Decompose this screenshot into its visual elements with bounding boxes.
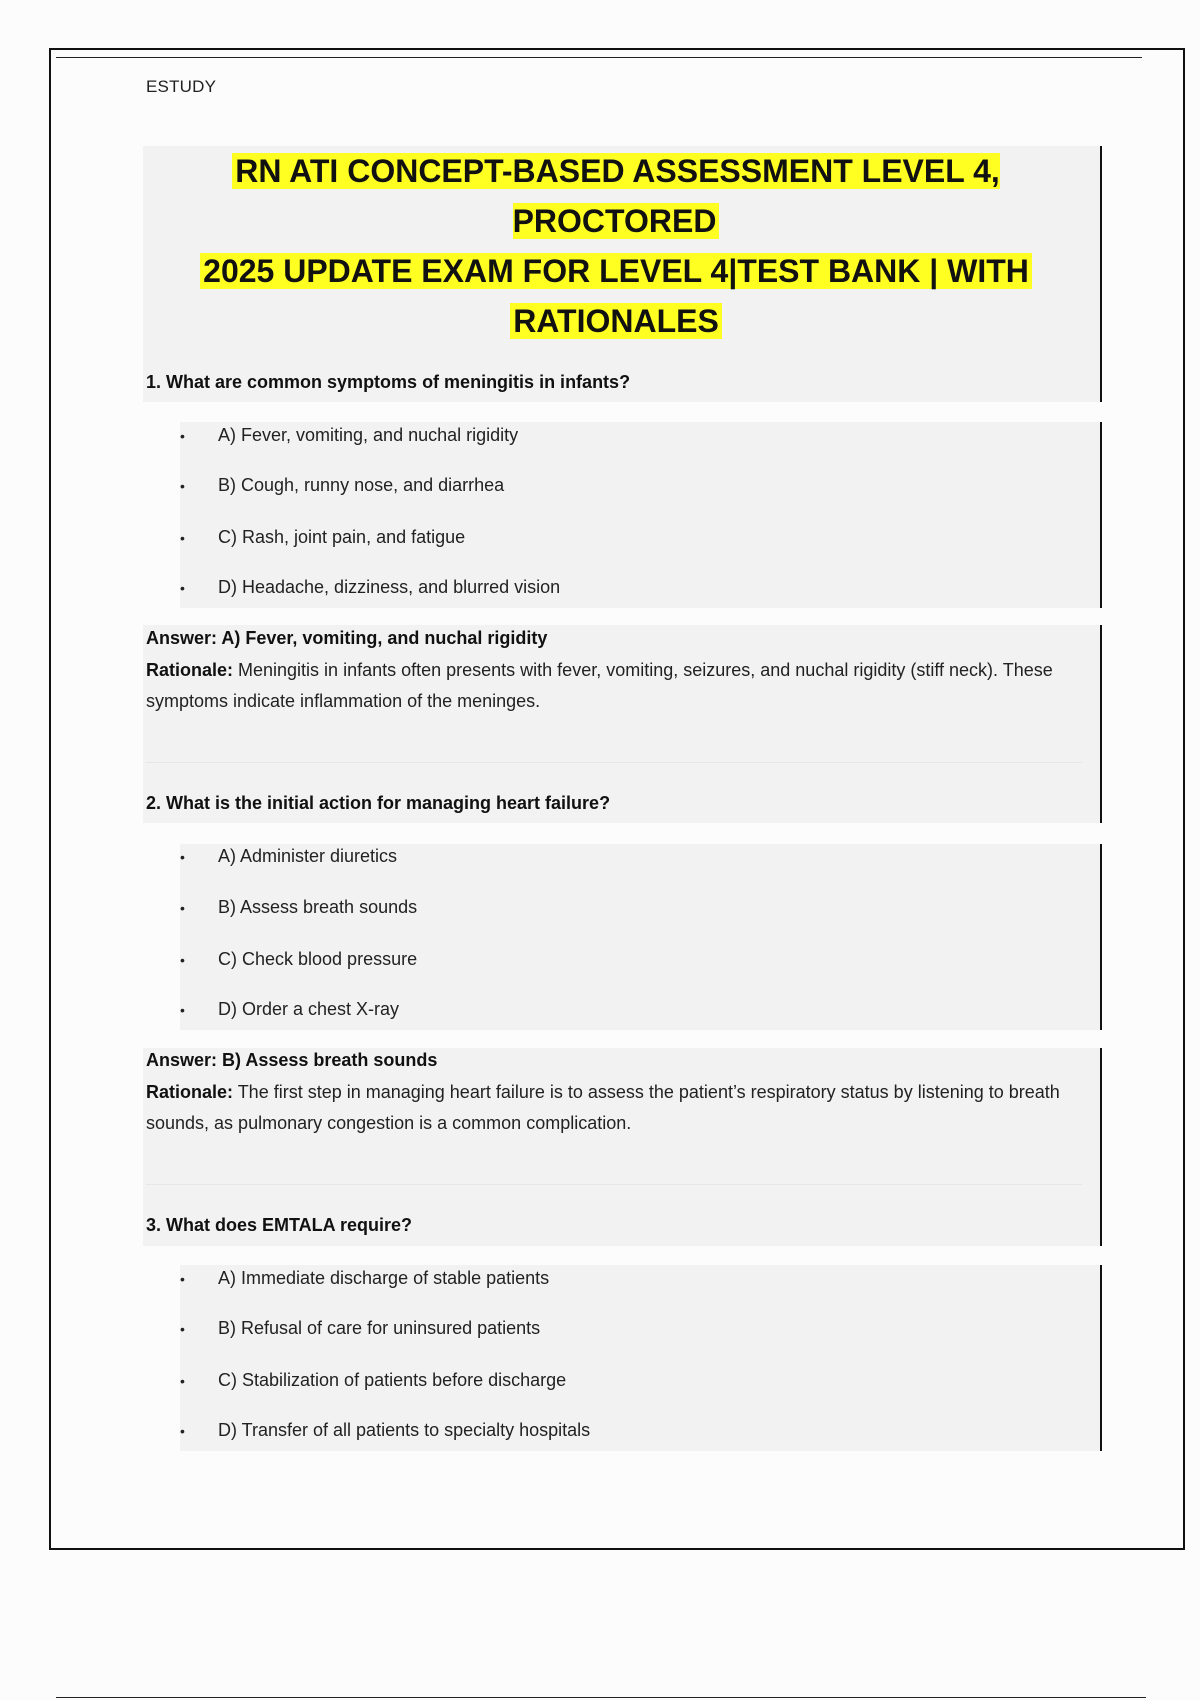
option-3b [180, 1318, 540, 1339]
bullet: • [180, 428, 185, 445]
rationale-label: Rationale: [146, 1082, 234, 1102]
option-3a [180, 1268, 549, 1289]
option-3c [180, 1370, 566, 1391]
option-2b [180, 897, 417, 918]
bullet: • [180, 1373, 185, 1390]
option-text: A) Administer diuretics [218, 846, 398, 866]
bullet: • [180, 1002, 185, 1019]
separator [146, 1184, 1082, 1185]
bullet: • [180, 900, 185, 917]
document-title [146, 146, 1086, 346]
question-1: 1. What are common symptoms of meningitis in infants? [146, 372, 631, 392]
question-2: 2. What is the initial action for managing heart failure? [146, 793, 611, 813]
option-text: A) Fever, vomiting, and nuchal rigidity [218, 425, 519, 445]
option-text: B) Refusal of care for uninsured patients [218, 1318, 541, 1338]
bullet: • [180, 1423, 185, 1440]
question-3: 3. What does EMTALA require? [146, 1215, 413, 1235]
bullet: • [180, 1321, 185, 1338]
option-2c [180, 949, 417, 970]
option-1b [180, 475, 504, 496]
option-3d [180, 1420, 590, 1441]
header-label: ESTUDY [146, 77, 217, 96]
option-text: C) Check blood pressure [218, 949, 418, 969]
answer-1: Answer: A) Fever, vomiting, and nuchal rigidity [146, 628, 548, 648]
option-1c [180, 527, 465, 548]
option-text: B) Assess breath sounds [218, 897, 418, 917]
option-text: B) Cough, runny nose, and diarrhea [218, 475, 505, 495]
separator [146, 762, 1082, 763]
option-1a [180, 425, 518, 446]
bottom-rule [56, 1697, 1146, 1698]
option-text: C) Rash, joint pain, and fatigue [218, 527, 466, 547]
bullet: • [180, 478, 185, 495]
rationale-label: Rationale: [146, 660, 234, 680]
bullet: • [180, 1271, 185, 1288]
option-text: D) Order a chest X-ray [218, 999, 400, 1019]
option-text: C) Stabilization of patients before discharge [218, 1370, 567, 1390]
bullet: • [180, 530, 185, 547]
title-line-3: RATIONALES [510, 303, 722, 339]
answer-2: Answer: B) Assess breath sounds [146, 1050, 438, 1070]
option-1d [180, 577, 560, 598]
rationale-text: The first step in managing heart failure is to assess the patient’s respiratory status by listening to breath sounds, as pulmonary congestion is a common complication. [146, 1082, 1060, 1133]
title-line-2: 2025 UPDATE EXAM FOR LEVEL 4|TEST BANK | WITH [200, 253, 1032, 289]
option-2d [180, 999, 399, 1020]
option-2a [180, 846, 397, 867]
option-text: A) Immediate discharge of stable patients [218, 1268, 550, 1288]
bullet: • [180, 580, 185, 597]
bullet: • [180, 952, 185, 969]
option-text: D) Headache, dizziness, and blurred vision [218, 577, 561, 597]
rationale-text: Meningitis in infants often presents with fever, vomiting, seizures, and nuchal rigidity (stiff neck). These symptoms indicate inflammation of the meninges. [146, 660, 1053, 711]
rationale-1 [146, 655, 1076, 717]
title-line-1: RN ATI CONCEPT-BASED ASSESSMENT LEVEL 4, PROCTORED [232, 153, 1000, 239]
rationale-2 [146, 1077, 1076, 1139]
bullet: • [180, 849, 185, 866]
option-text: D) Transfer of all patients to specialty hospitals [218, 1420, 591, 1440]
